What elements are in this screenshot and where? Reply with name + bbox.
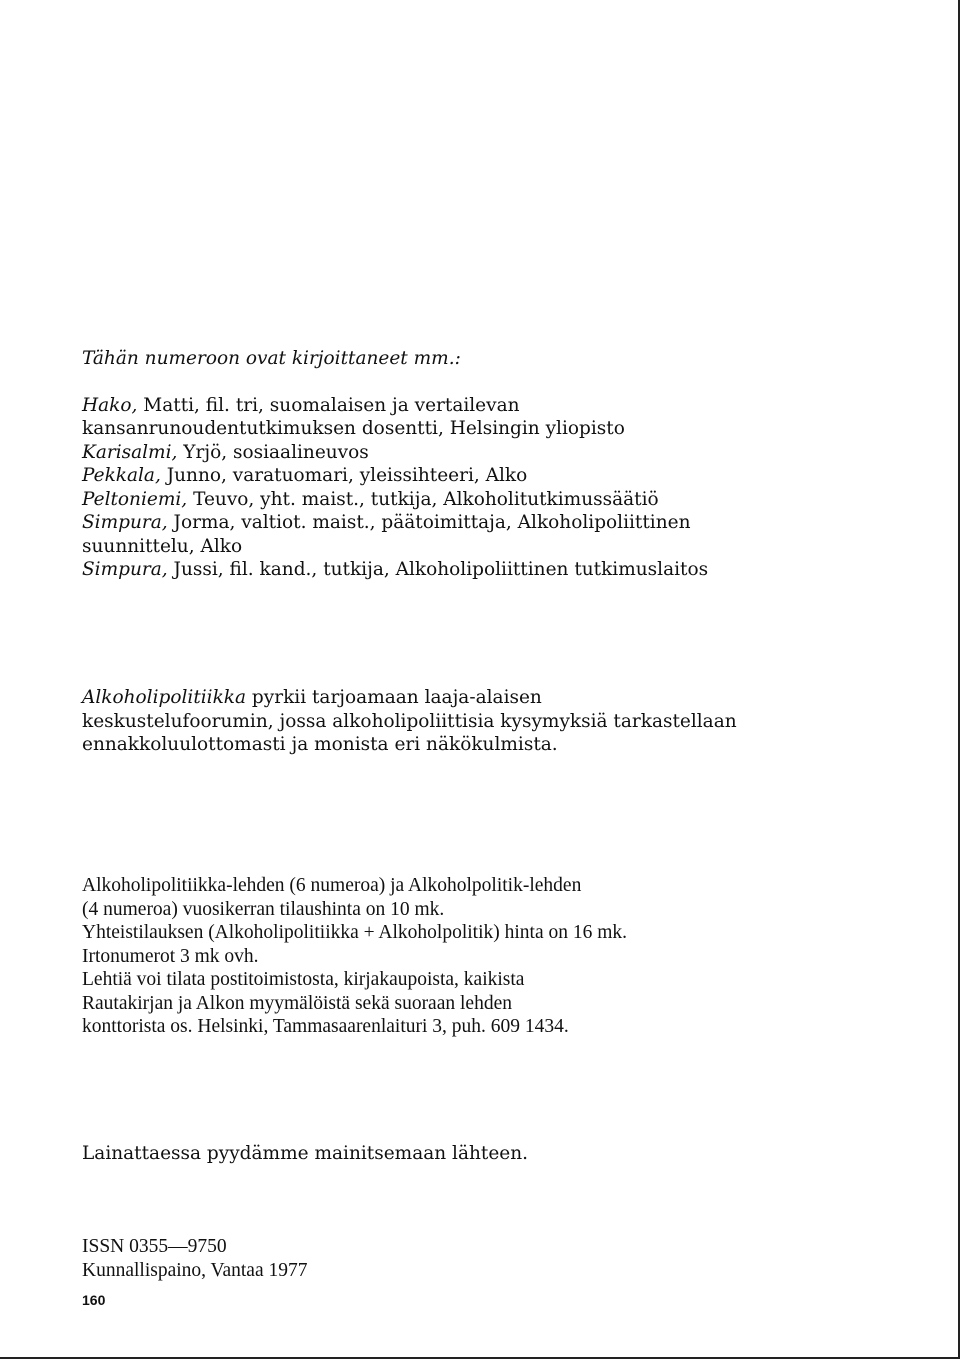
about-section: [82, 686, 902, 757]
contributor-entry-simpura-jorma-cont: suunnittelu, Alko: [82, 535, 243, 557]
contributor-entry-pekkala: [82, 464, 902, 488]
subscription-line: Lehtiä voi tilata postitoimistosta, kirjakaupoista, kaikista: [82, 969, 525, 990]
contributor-name: Simpura,: [82, 512, 168, 533]
contributor-description: Teuvo, yht. maist., tutkija, Alkoholitutkimussäätiö: [187, 488, 659, 510]
contributor-entry-hako: [82, 394, 902, 418]
issn: ISSN 0355—9750: [82, 1236, 227, 1257]
contributors-heading: Tähän numeroon ovat kirjoittaneet mm.:: [82, 348, 461, 369]
contributor-name: Pekkala,: [82, 465, 161, 486]
citation-text: Lainattaessa pyydämme mainitsemaan lähteen.: [82, 1143, 529, 1164]
contributor-name: Hako,: [82, 394, 138, 416]
contributor-entry-hako-cont: kansanrunoudentutkimuksen dosentti, Helsingin yliopisto: [82, 418, 625, 439]
contributor-entry-simpura-jorma: [82, 511, 902, 535]
contributor-description: Jorma, valtiot. maist., päätoimittaja, Alkoholipoliittinen: [167, 512, 691, 533]
about-line-1: [82, 686, 902, 710]
journal-title: Alkoholipolitiikka: [82, 687, 247, 708]
citation-notice: [82, 1142, 902, 1166]
subscription-line: konttorista os. Helsinki, Tammasaarenlaituri 3, puh. 609 1434.: [82, 1016, 569, 1037]
contributor-entry-peltoniemi: [82, 488, 902, 512]
subscription-section: [82, 874, 902, 1039]
contributor-description: Matti, fil. tri, suomalaisen ja vertailevan: [137, 394, 520, 416]
contributor-name: Peltoniemi,: [82, 488, 188, 510]
about-text: pyrkii tarjoamaan laaja-alaisen: [246, 687, 542, 708]
subscription-line: (4 numeroa) vuosikerran tilaushinta on 10 mk.: [82, 898, 445, 920]
contributor-description: Jussi, fil. kand., tutkija, Alkoholipoliittinen tutkimuslaitos: [167, 559, 709, 580]
contributor-entry-simpura-jussi: [82, 558, 902, 582]
subscription-line: Alkoholipolitiikka-lehden (6 numeroa) ja Alkoholpolitik-lehden: [82, 875, 582, 896]
page-number: 160: [82, 1292, 106, 1308]
subscription-line: Rautakirjan ja Alkon myymälöistä sekä suoraan lehden: [82, 992, 512, 1014]
contributor-entry-karisalmi: [82, 441, 902, 465]
contributor-description: Junno, varatuomari, yleissihteeri, Alko: [160, 465, 528, 486]
about-line-3: ennakkoluulottomasti ja monista eri näkökulmista.: [82, 734, 558, 755]
printer: Kunnallispaino, Vantaa 1977: [82, 1259, 308, 1281]
subscription-line: Yhteistilauksen (Alkoholipolitiikka + Alkoholpolitik) hinta on 16 mk.: [82, 922, 628, 943]
subscription-line: Irtonumerot 3 mk ovh.: [82, 945, 259, 967]
contributor-name: Karisalmi,: [82, 441, 178, 463]
contributors-section: [82, 347, 902, 582]
contributor-name: Simpura,: [82, 559, 168, 580]
colophon: [82, 1235, 902, 1282]
contributor-description: Yrjö, sosiaalineuvos: [177, 441, 369, 463]
about-line-2: keskustelufoorumin, jossa alkoholipoliittisia kysymyksiä tarkastellaan: [82, 710, 737, 732]
